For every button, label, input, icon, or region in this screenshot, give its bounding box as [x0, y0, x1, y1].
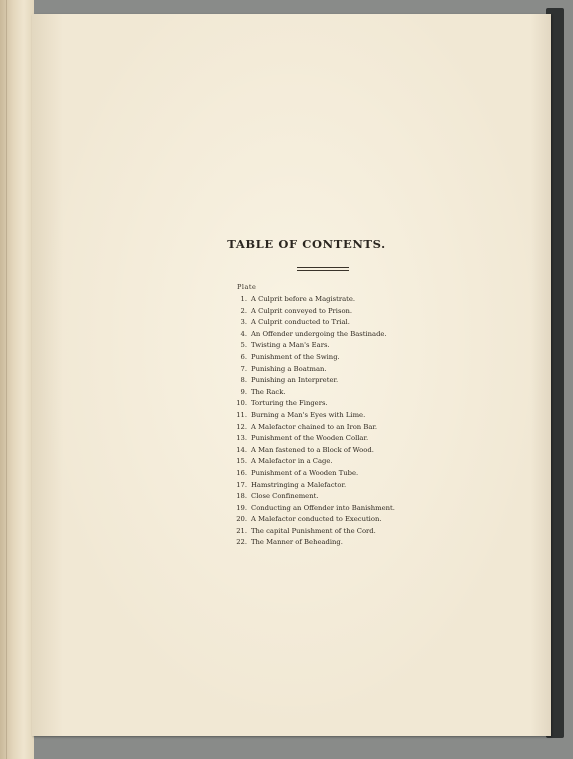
plate-title: Close Confinement. [251, 492, 319, 501]
binding-margin [0, 0, 34, 759]
plate-title: Conducting an Offender into Banishment. [251, 503, 395, 512]
contents-entry [227, 352, 395, 364]
plate-number: 16. [236, 468, 247, 477]
contents-entry [227, 456, 395, 468]
contents-entry [227, 340, 395, 352]
plate-number: 14. [236, 445, 247, 454]
contents-entry [227, 480, 395, 492]
plate-title: Punishing a Boatman. [251, 364, 327, 373]
plate-title: Twisting a Man's Ears. [251, 341, 330, 350]
plate-number: 17. [236, 480, 247, 489]
contents-entry [227, 537, 395, 549]
contents-entry [227, 514, 395, 526]
plate-number: 18. [236, 492, 247, 501]
contents-entry [227, 306, 395, 318]
plate-number: 15. [236, 457, 247, 466]
plate-title: Hamstringing a Malefactor. [251, 480, 347, 489]
page-title: TABLE OF CONTENTS. [227, 237, 386, 251]
plate-title: A Culprit conducted to Trial. [251, 318, 350, 327]
contents-entry [227, 317, 395, 329]
plate-number: 4. [240, 329, 247, 338]
plate-title: Burning a Man's Eyes with Lime. [251, 410, 366, 419]
contents-entry [227, 468, 395, 480]
plate-number: 7. [240, 364, 247, 373]
plate-number: 5. [240, 341, 247, 350]
plate-heading: Plate [237, 283, 257, 291]
plate-title: A Man fastened to a Block of Wood. [251, 445, 374, 454]
contents-entry [227, 375, 395, 387]
contents-entry [227, 294, 395, 306]
plate-number: 8. [240, 376, 247, 385]
contents-entry [227, 503, 395, 515]
plate-title: A Malefactor chained to an Iron Bar. [251, 422, 378, 431]
plate-number: 21. [236, 526, 247, 535]
contents-entry [227, 526, 395, 538]
plate-number: 12. [236, 422, 247, 431]
plate-title: The Rack. [251, 387, 286, 396]
plate-title: A Malefactor in a Cage. [251, 457, 333, 466]
plate-number: 6. [240, 352, 247, 361]
plate-title: Punishment of a Wooden Tube. [251, 468, 359, 477]
contents-entry [227, 364, 395, 376]
plate-title: The capital Punishment of the Cord. [251, 526, 376, 535]
plate-title: A Culprit before a Magistrate. [251, 295, 356, 303]
plate-number: 2. [240, 306, 247, 315]
plate-number: 9. [240, 387, 247, 396]
contents-entry [227, 387, 395, 399]
plate-number: 13. [236, 434, 247, 443]
plate-number: 3. [240, 318, 247, 327]
book-page [32, 14, 551, 736]
plate-title: Torturing the Fingers. [251, 399, 328, 408]
title-rule-bottom [297, 270, 349, 271]
contents-entry [227, 491, 395, 503]
plate-title: Punishment of the Wooden Collar. [251, 434, 369, 443]
contents-entry [227, 422, 395, 434]
plate-number: 11. [236, 410, 247, 419]
plate-title: Punishment of the Swing. [251, 352, 340, 361]
plate-number: 20. [236, 515, 247, 524]
contents-entry [227, 433, 395, 445]
plate-number: 22. [236, 538, 247, 547]
plate-title: Punishing an Interpreter. [251, 376, 339, 385]
plate-title: The Manner of Beheading. [251, 538, 343, 547]
plate-title: An Offender undergoing the Bastinade. [251, 329, 387, 338]
plate-number: 1. [240, 295, 247, 303]
plate-number: 10. [236, 399, 247, 408]
contents-entry [227, 398, 395, 410]
plate-title: A Malefactor conducted to Execution. [251, 515, 382, 524]
contents-entry [227, 410, 395, 422]
plate-number: 19. [236, 503, 247, 512]
contents-list [227, 294, 395, 549]
contents-entry [227, 329, 395, 341]
title-rule-top [297, 267, 349, 268]
plate-title: A Culprit conveyed to Prison. [251, 306, 353, 315]
contents-entry [227, 445, 395, 457]
